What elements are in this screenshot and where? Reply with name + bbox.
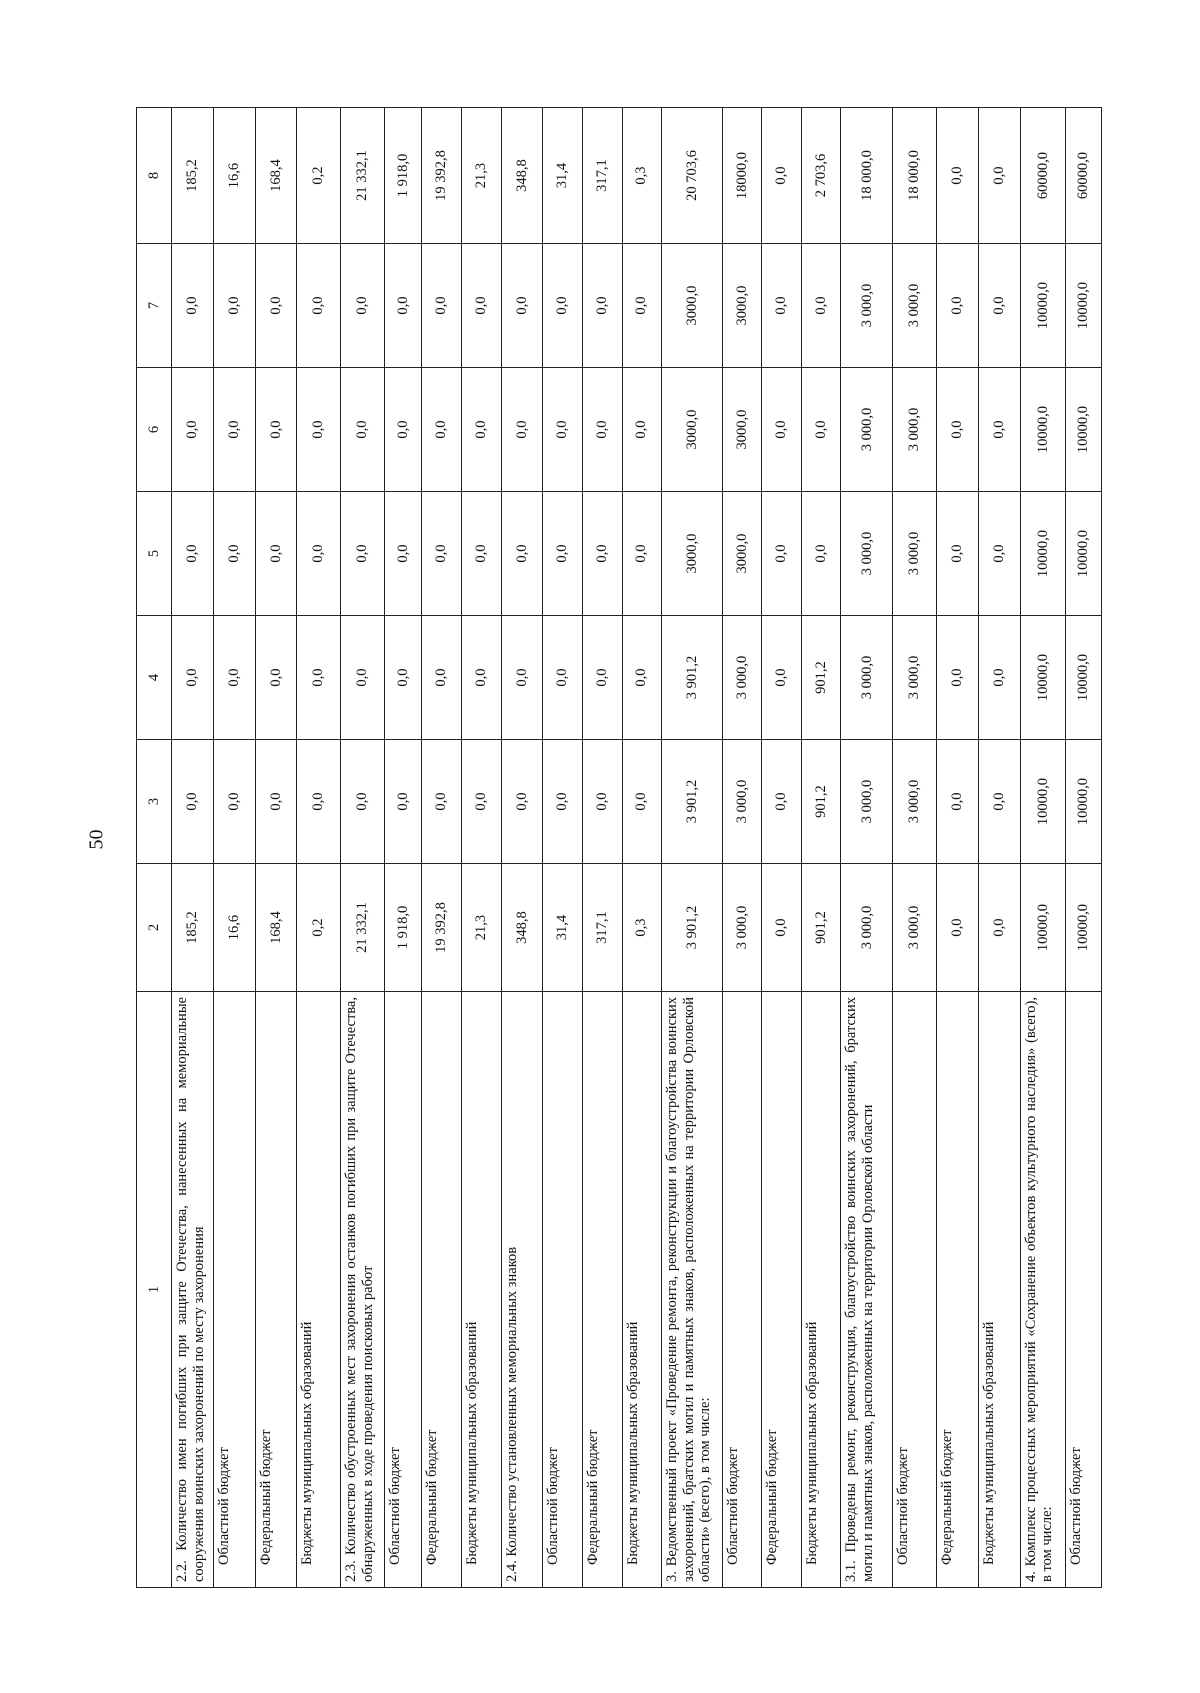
- value-cell: 0,0: [255, 616, 297, 740]
- table-row: [582, 108, 622, 1588]
- value-cell: 0,0: [462, 244, 502, 368]
- value-cell: 20 703,6: [662, 108, 722, 244]
- table-row: [422, 108, 462, 1588]
- value-cell: 10000,0: [1020, 616, 1066, 740]
- value-cell: 901,2: [801, 740, 841, 864]
- table-row: [384, 108, 422, 1588]
- table-row: [978, 108, 1020, 1588]
- value-cell: 0,0: [422, 616, 462, 740]
- value-cell: 0,0: [422, 740, 462, 864]
- value-cell: 0,0: [937, 864, 979, 992]
- value-cell: 0,0: [422, 244, 462, 368]
- budget-table: [136, 107, 1102, 1588]
- value-cell: 0,0: [341, 740, 385, 864]
- column-header: 5: [137, 492, 172, 616]
- value-cell: 0,0: [937, 740, 979, 864]
- column-header: 7: [137, 244, 172, 368]
- value-cell: 901,2: [801, 616, 841, 740]
- value-cell: 0,0: [341, 244, 385, 368]
- value-cell: 0,3: [622, 108, 662, 244]
- value-cell: 3 000,0: [893, 244, 937, 368]
- table-row: [341, 108, 385, 1588]
- value-cell: 0,0: [937, 368, 979, 492]
- value-cell: 3000,0: [722, 368, 762, 492]
- row-label: 3.1. Проведены ремонт, реконструкция, благоустройство воинских захоронений, братских могил и памятных знаков, расположенных на территории Орловской области: [841, 992, 893, 1588]
- value-cell: 3 901,2: [662, 740, 722, 864]
- value-cell: 901,2: [801, 864, 841, 992]
- value-cell: 3 000,0: [893, 492, 937, 616]
- column-header: 4: [137, 616, 172, 740]
- table-row: [662, 108, 722, 1588]
- row-label: Областной бюджет: [1066, 992, 1102, 1588]
- value-cell: 21,3: [462, 864, 502, 992]
- value-cell: 1 918,0: [384, 864, 422, 992]
- value-cell: 0,0: [582, 616, 622, 740]
- value-cell: 0,0: [297, 492, 341, 616]
- value-cell: 0,0: [978, 740, 1020, 864]
- value-cell: 0,0: [543, 616, 583, 740]
- value-cell: 60000,0: [1066, 108, 1102, 244]
- row-label: Федеральный бюджет: [937, 992, 979, 1588]
- value-cell: 3 000,0: [722, 864, 762, 992]
- value-cell: 0,0: [978, 368, 1020, 492]
- value-cell: 21 332,1: [341, 864, 385, 992]
- table-row: [1066, 108, 1102, 1588]
- value-cell: 3 000,0: [893, 368, 937, 492]
- table-row: [937, 108, 979, 1588]
- value-cell: 21,3: [462, 108, 502, 244]
- value-cell: 10000,0: [1066, 244, 1102, 368]
- value-cell: 3 000,0: [841, 368, 893, 492]
- value-cell: 3 000,0: [722, 616, 762, 740]
- value-cell: 3 000,0: [841, 492, 893, 616]
- value-cell: 317,1: [582, 108, 622, 244]
- row-label: Бюджеты муниципальных образований: [801, 992, 841, 1588]
- value-cell: 0,0: [172, 616, 214, 740]
- value-cell: 21 332,1: [341, 108, 385, 244]
- value-cell: 0,0: [462, 492, 502, 616]
- rotated-table-container: [136, 108, 1102, 1588]
- row-label: Бюджеты муниципальных образований: [622, 992, 662, 1588]
- column-header: 2: [137, 864, 172, 992]
- value-cell: 0,0: [622, 368, 662, 492]
- column-header: 6: [137, 368, 172, 492]
- value-cell: 0,0: [341, 492, 385, 616]
- value-cell: 0,0: [762, 864, 802, 992]
- value-cell: 3 000,0: [841, 740, 893, 864]
- value-cell: 0,0: [255, 244, 297, 368]
- value-cell: 31,4: [543, 864, 583, 992]
- column-header: 1: [137, 992, 172, 1588]
- row-label: Федеральный бюджет: [255, 992, 297, 1588]
- value-cell: 0,0: [501, 492, 543, 616]
- value-cell: 0,0: [762, 368, 802, 492]
- row-label: Бюджеты муниципальных образований: [978, 992, 1020, 1588]
- value-cell: 16,6: [214, 864, 256, 992]
- value-cell: 0,2: [297, 864, 341, 992]
- table-row: [255, 108, 297, 1588]
- table-row: [214, 108, 256, 1588]
- table-row: [893, 108, 937, 1588]
- table-row: [1020, 108, 1066, 1588]
- row-label: Федеральный бюджет: [762, 992, 802, 1588]
- table-row: [543, 108, 583, 1588]
- value-cell: 10000,0: [1020, 740, 1066, 864]
- value-cell: 348,8: [501, 864, 543, 992]
- column-header: 3: [137, 740, 172, 864]
- value-cell: 0,0: [978, 616, 1020, 740]
- row-label: 4. Комплекс процессных мероприятий «Сохранение объектов культурного наследия» (всего), в том числе:: [1020, 992, 1066, 1588]
- value-cell: 0,0: [978, 864, 1020, 992]
- table-row: [801, 108, 841, 1588]
- value-cell: 10000,0: [1066, 368, 1102, 492]
- value-cell: 0,0: [978, 108, 1020, 244]
- value-cell: 0,0: [622, 244, 662, 368]
- value-cell: 185,2: [172, 864, 214, 992]
- value-cell: 0,0: [937, 244, 979, 368]
- value-cell: 3000,0: [722, 244, 762, 368]
- value-cell: 0,0: [622, 740, 662, 864]
- value-cell: 3000,0: [662, 368, 722, 492]
- value-cell: 0,0: [214, 740, 256, 864]
- value-cell: 0,0: [543, 740, 583, 864]
- row-label: Федеральный бюджет: [422, 992, 462, 1588]
- value-cell: 0,0: [762, 740, 802, 864]
- value-cell: 2 703,6: [801, 108, 841, 244]
- value-cell: 10000,0: [1020, 492, 1066, 616]
- value-cell: 0,0: [172, 368, 214, 492]
- value-cell: 10000,0: [1020, 244, 1066, 368]
- value-cell: 0,0: [384, 368, 422, 492]
- value-cell: 1 918,0: [384, 108, 422, 244]
- value-cell: 0,0: [462, 368, 502, 492]
- value-cell: 185,2: [172, 108, 214, 244]
- table-row: [841, 108, 893, 1588]
- value-cell: 0,0: [384, 244, 422, 368]
- value-cell: 10000,0: [1066, 492, 1102, 616]
- value-cell: 10000,0: [1066, 616, 1102, 740]
- row-label: 2.4. Количество установленных мемориальных знаков: [501, 992, 543, 1588]
- value-cell: 19 392,8: [422, 108, 462, 244]
- value-cell: 16,6: [214, 108, 256, 244]
- row-label: Областной бюджет: [214, 992, 256, 1588]
- row-label: 2.3. Количество обустроенных мест захоронения останков погибших при защите Отечества, обнаруженных в ходе проведения поисковых работ: [341, 992, 385, 1588]
- value-cell: 3000,0: [662, 492, 722, 616]
- value-cell: 0,0: [582, 740, 622, 864]
- value-cell: 0,0: [214, 368, 256, 492]
- value-cell: 60000,0: [1020, 108, 1066, 244]
- value-cell: 0,0: [762, 108, 802, 244]
- value-cell: 0,0: [214, 244, 256, 368]
- row-label: Бюджеты муниципальных образований: [462, 992, 502, 1588]
- value-cell: 0,0: [762, 244, 802, 368]
- table-row: [622, 108, 662, 1588]
- value-cell: 0,0: [297, 368, 341, 492]
- header-row: [137, 108, 172, 1588]
- value-cell: 18 000,0: [893, 108, 937, 244]
- value-cell: 0,0: [384, 616, 422, 740]
- value-cell: 3 000,0: [841, 616, 893, 740]
- row-label: 3. Ведомственный проект «Проведение ремонта, реконструкции и благоустройства воинских захоронений, братских могил и памятных знаков, расположенных на территории Орловской области» (всего), в том числе:: [662, 992, 722, 1588]
- value-cell: 0,0: [462, 740, 502, 864]
- value-cell: 0,0: [341, 368, 385, 492]
- value-cell: 0,0: [255, 492, 297, 616]
- value-cell: 0,0: [501, 616, 543, 740]
- value-cell: 0,0: [937, 108, 979, 244]
- value-cell: 3 000,0: [841, 244, 893, 368]
- value-cell: 317,1: [582, 864, 622, 992]
- row-label: Областной бюджет: [384, 992, 422, 1588]
- value-cell: 168,4: [255, 108, 297, 244]
- value-cell: 0,0: [543, 244, 583, 368]
- table-row: [172, 108, 214, 1588]
- value-cell: 0,0: [297, 740, 341, 864]
- value-cell: 3 000,0: [841, 864, 893, 992]
- value-cell: 10000,0: [1020, 368, 1066, 492]
- value-cell: 10000,0: [1066, 740, 1102, 864]
- value-cell: 0,0: [297, 616, 341, 740]
- value-cell: 3 000,0: [893, 740, 937, 864]
- value-cell: 0,0: [582, 368, 622, 492]
- value-cell: 0,0: [582, 244, 622, 368]
- value-cell: 3 000,0: [722, 740, 762, 864]
- value-cell: 0,0: [384, 740, 422, 864]
- value-cell: 0,0: [801, 244, 841, 368]
- row-label: Областной бюджет: [893, 992, 937, 1588]
- row-label: Федеральный бюджет: [582, 992, 622, 1588]
- value-cell: 0,0: [462, 616, 502, 740]
- value-cell: 10000,0: [1066, 864, 1102, 992]
- table-row: [762, 108, 802, 1588]
- value-cell: 0,0: [172, 740, 214, 864]
- value-cell: 31,4: [543, 108, 583, 244]
- value-cell: 0,3: [622, 864, 662, 992]
- value-cell: 0,0: [762, 616, 802, 740]
- value-cell: 0,2: [297, 108, 341, 244]
- value-cell: 18000,0: [722, 108, 762, 244]
- value-cell: 0,0: [622, 616, 662, 740]
- table-row: [462, 108, 502, 1588]
- value-cell: 3000,0: [662, 244, 722, 368]
- value-cell: 0,0: [978, 492, 1020, 616]
- value-cell: 0,0: [582, 492, 622, 616]
- value-cell: 0,0: [937, 616, 979, 740]
- value-cell: 0,0: [501, 368, 543, 492]
- value-cell: 0,0: [543, 368, 583, 492]
- value-cell: 0,0: [214, 616, 256, 740]
- value-cell: 0,0: [172, 244, 214, 368]
- row-label: Областной бюджет: [543, 992, 583, 1588]
- value-cell: 0,0: [622, 492, 662, 616]
- value-cell: 3 901,2: [662, 616, 722, 740]
- value-cell: 0,0: [255, 740, 297, 864]
- page-number: 50: [85, 829, 108, 850]
- value-cell: 0,0: [384, 492, 422, 616]
- value-cell: 0,0: [543, 492, 583, 616]
- table-row: [501, 108, 543, 1588]
- value-cell: 10000,0: [1020, 864, 1066, 992]
- value-cell: 18 000,0: [841, 108, 893, 244]
- row-label: Областной бюджет: [722, 992, 762, 1588]
- row-label: 2.2. Количество имен погибших при защите Отечества, нанесенных на мемориальные сооружения воинских захоронений по месту захоронения: [172, 992, 214, 1588]
- value-cell: 168,4: [255, 864, 297, 992]
- value-cell: 0,0: [501, 244, 543, 368]
- column-header: 8: [137, 108, 172, 244]
- value-cell: 3 000,0: [893, 864, 937, 992]
- value-cell: 0,0: [937, 492, 979, 616]
- value-cell: 348,8: [501, 108, 543, 244]
- value-cell: 0,0: [214, 492, 256, 616]
- value-cell: 3 901,2: [662, 864, 722, 992]
- value-cell: 19 392,8: [422, 864, 462, 992]
- value-cell: 0,0: [978, 244, 1020, 368]
- value-cell: 0,0: [255, 368, 297, 492]
- value-cell: 0,0: [172, 492, 214, 616]
- value-cell: 0,0: [422, 368, 462, 492]
- value-cell: 0,0: [297, 244, 341, 368]
- value-cell: 0,0: [801, 492, 841, 616]
- value-cell: 0,0: [422, 492, 462, 616]
- table-row: [297, 108, 341, 1588]
- row-label: Бюджеты муниципальных образований: [297, 992, 341, 1588]
- value-cell: 0,0: [501, 740, 543, 864]
- value-cell: 3 000,0: [893, 616, 937, 740]
- value-cell: 0,0: [762, 492, 802, 616]
- table-row: [722, 108, 762, 1588]
- value-cell: 3000,0: [722, 492, 762, 616]
- value-cell: 0,0: [801, 368, 841, 492]
- value-cell: 0,0: [341, 616, 385, 740]
